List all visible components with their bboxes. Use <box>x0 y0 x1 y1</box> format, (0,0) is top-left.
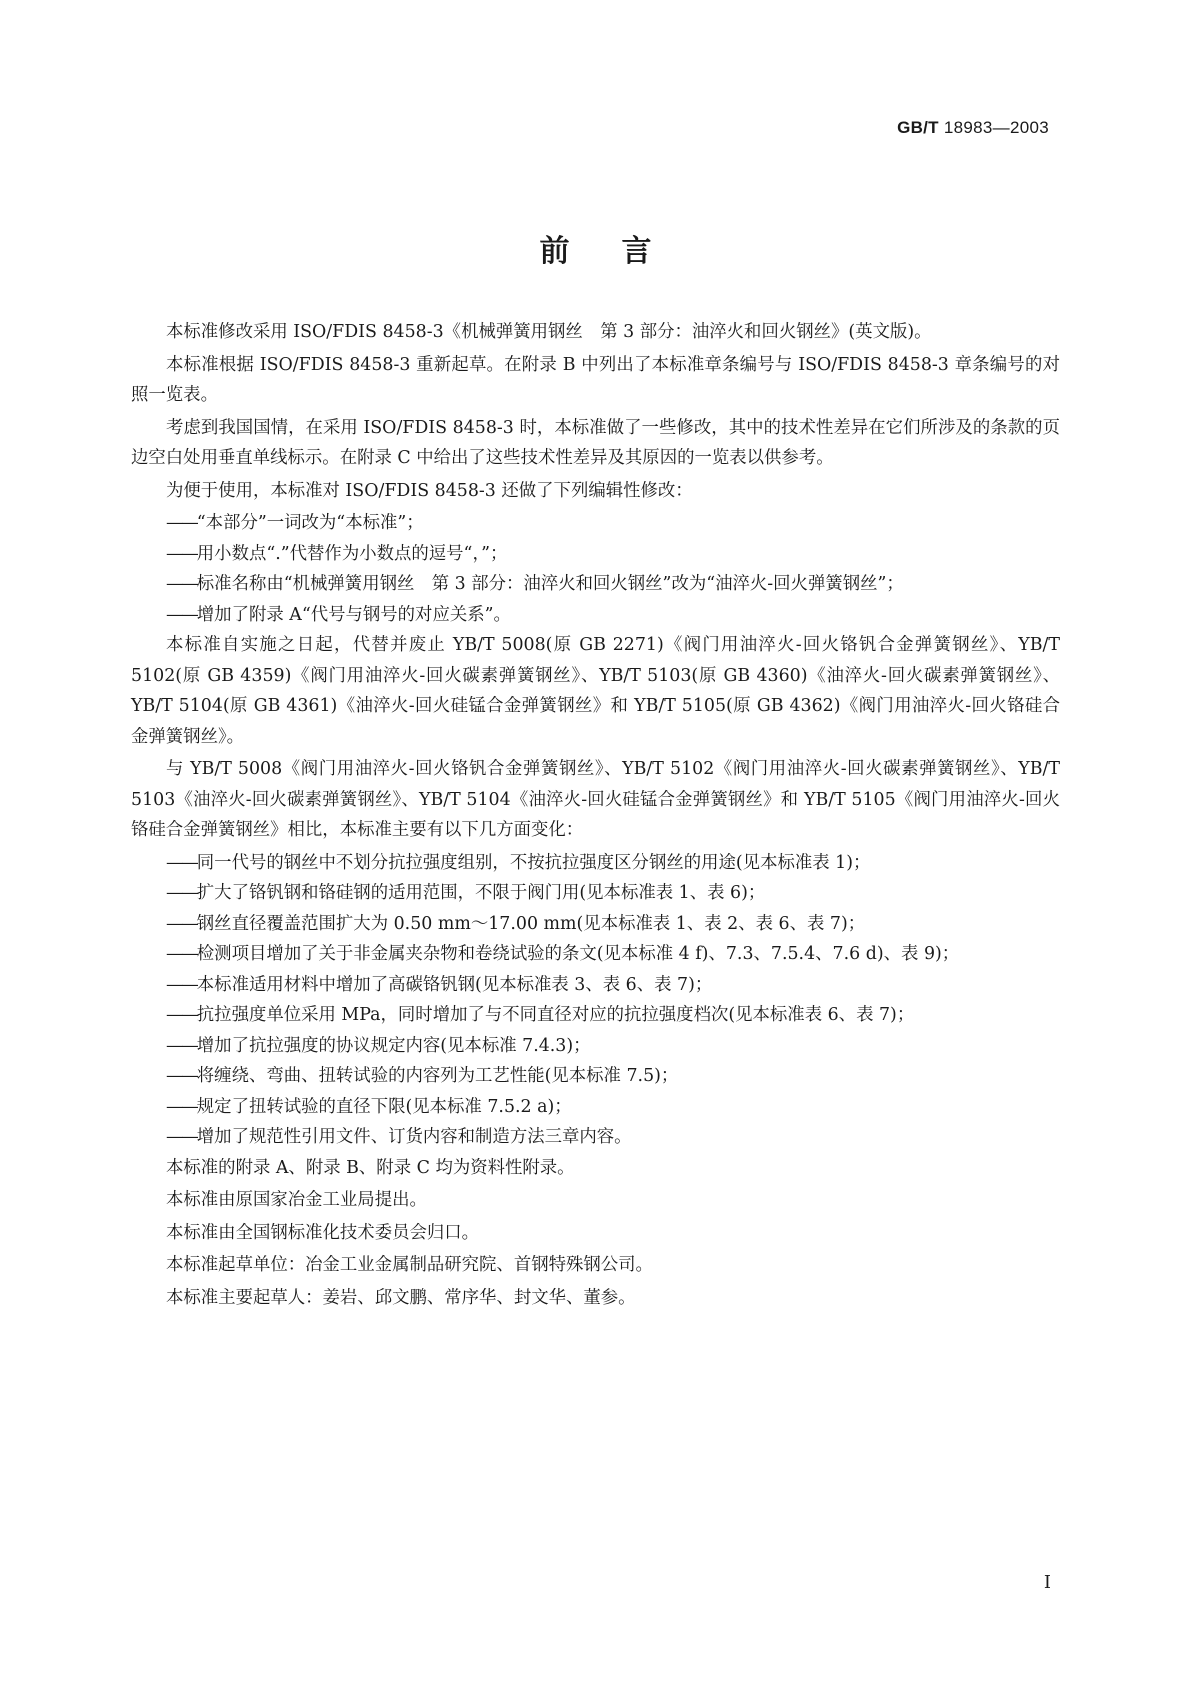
list-item <box>131 539 1060 570</box>
dash-mark: —— <box>166 513 197 533</box>
list-item-text: 扩大了铬钒钢和铬硅钢的适用范围，不限于阀门用(见本标准表 1、表 6)； <box>196 883 766 903</box>
list-item-text: “本部分”一词改为“本标准”； <box>196 513 424 533</box>
paragraph: 本标准的附录 A、附录 B、附录 C 均为资料性附录。 <box>166 1157 575 1178</box>
list-item <box>131 1122 1060 1153</box>
list-item <box>131 848 1060 879</box>
list-item-text: 标准名称由“机械弹簧用钢丝 第 3 部分：油淬火和回火钢丝”改为“油淬火-回火弹簧钢丝”； <box>196 574 904 594</box>
standard-number <box>897 118 1049 138</box>
list-item <box>131 909 1060 940</box>
dash-mark: —— <box>166 1066 197 1086</box>
list-item-text: 本标准适用材料中增加了高碳铬钒钢(见本标准表 3、表 6、表 7)； <box>196 974 713 995</box>
list-item <box>131 878 1060 909</box>
dash-mark: —— <box>166 974 197 995</box>
paragraph: 考虑到我国国情，在采用 ISO/FDIS 8458-3 时，本标准做了一些修改，其中的技术性差异在它们所涉及的条款的页边空白处用垂直单线标示。在附录 C 中给出了这些技术性差异及其原因的一览表以供参考。 <box>131 417 1060 468</box>
dash-mark: —— <box>166 1035 197 1056</box>
dash-mark: —— <box>166 1127 197 1147</box>
list-item <box>131 1000 1060 1031</box>
dash-mark: —— <box>166 852 197 873</box>
list-item <box>131 508 1060 539</box>
dash-mark: —— <box>166 883 197 903</box>
paragraph: 为便于使用，本标准对 ISO/FDIS 8458-3 还做了下列编辑性修改： <box>166 480 693 501</box>
standard-year: 18983—2003 <box>938 118 1049 137</box>
paragraph: 本标准起草单位：冶金工业金属制品研究院、首钢特殊钢公司。 <box>166 1255 653 1275</box>
dash-mark: —— <box>166 913 197 934</box>
dash-mark: —— <box>166 944 197 964</box>
list-item-text: 将缠绕、弯曲、扭转试验的内容列为工艺性能(见本标准 7.5)； <box>196 1066 679 1086</box>
list-item <box>131 569 1060 600</box>
list-item <box>131 1031 1060 1062</box>
paragraph: 本标准修改采用 ISO/FDIS 8458-3《机械弹簧用钢丝 第 3 部分：油淬火和回火钢丝》(英文版)。 <box>166 322 932 342</box>
list-item <box>131 970 1060 1001</box>
list-item-text: 检测项目增加了关于非金属夹杂物和卷绕试验的条文(见本标准 4 f)、7.3、7.5.4、7.6 d)、表 9)； <box>196 944 960 964</box>
list-item <box>131 939 1060 970</box>
list-item-text: 用小数点“.”代替作为小数点的逗号“，”； <box>196 543 508 564</box>
dash-mark: —— <box>166 543 197 564</box>
dash-mark: —— <box>166 574 197 594</box>
list-item-text: 同一代号的钢丝中不划分抗拉强度组别，不按抗拉强度区分钢丝的用途(见本标准表 1)； <box>196 852 871 873</box>
list-item-text: 增加了规范性引用文件、订货内容和制造方法三章内容。 <box>196 1127 632 1147</box>
paragraph: 本标准由原国家冶金工业局提出。 <box>166 1190 427 1210</box>
paragraph: 本标准主要起草人：姜岩、邱文鹏、常序华、封文华、董参。 <box>166 1287 636 1308</box>
list-item <box>131 600 1060 631</box>
foreword-body <box>131 317 1060 1315</box>
list-item-text: 规定了扭转试验的直径下限(见本标准 7.5.2 a)； <box>196 1096 572 1117</box>
list-item-text: 钢丝直径覆盖范围扩大为 0.50 mm～17.00 mm(见本标准表 1、表 2、表 6、表 7)； <box>196 913 866 934</box>
paragraph: 与 YB/T 5008《阀门用油淬火-回火铬钒合金弹簧钢丝》、YB/T 5102《阀门用油淬火-回火碳素弹簧钢丝》、YB/T 5103《油淬火-回火碳素弹簧钢丝》、YB/T 5104《油淬火-回火硅锰合金弹簧钢丝》和 YB/T 5105《阀门用油淬火-回火铬硅合金弹簧钢丝》相比，本标准主要有以下几方面变化： <box>131 759 1060 840</box>
list-item-text: 增加了抗拉强度的协议规定内容(见本标准 7.4.3)； <box>196 1035 591 1056</box>
list-item-text: 增加了附录 A“代号与钢号的对应关系”。 <box>196 604 511 625</box>
dash-mark: —— <box>166 1096 197 1117</box>
page-number: I <box>1043 1572 1051 1593</box>
paragraph: 本标准由全国钢标准化技术委员会归口。 <box>166 1222 480 1243</box>
dash-mark: —— <box>166 1005 197 1025</box>
list-item-text: 抗拉强度单位采用 MPa，同时增加了与不同直径对应的抗拉强度档次(见本标准表 6、表 7)； <box>196 1005 915 1025</box>
standard-code: GB/T <box>897 118 939 137</box>
paragraph: 本标准自实施之日起，代替并废止 YB/T 5008(原 GB 2271)《阀门用油淬火-回火铬钒合金弹簧钢丝》、YB/T 5102(原 GB 4359)《阀门用油淬火-回火碳素弹簧钢丝》、YB/T 5103(原 GB 4360)《油淬火-回火碳素弹簧钢丝》、YB/T 5104(原 GB 4361)《油淬火-回火硅锰合金弹簧钢丝》和 YB/T 5105(原 GB 4362)《阀门用油淬火-回火铬硅合金弹簧钢丝》。 <box>131 635 1060 747</box>
paragraph: 本标准根据 ISO/FDIS 8458-3 重新起草。在附录 B 中列出了本标准章条编号与 ISO/FDIS 8458-3 章条编号的对照一览表。 <box>131 354 1060 405</box>
list-item <box>131 1061 1060 1092</box>
dash-mark: —— <box>166 604 197 625</box>
page-title: 前言 <box>539 234 704 269</box>
list-item <box>131 1092 1060 1123</box>
